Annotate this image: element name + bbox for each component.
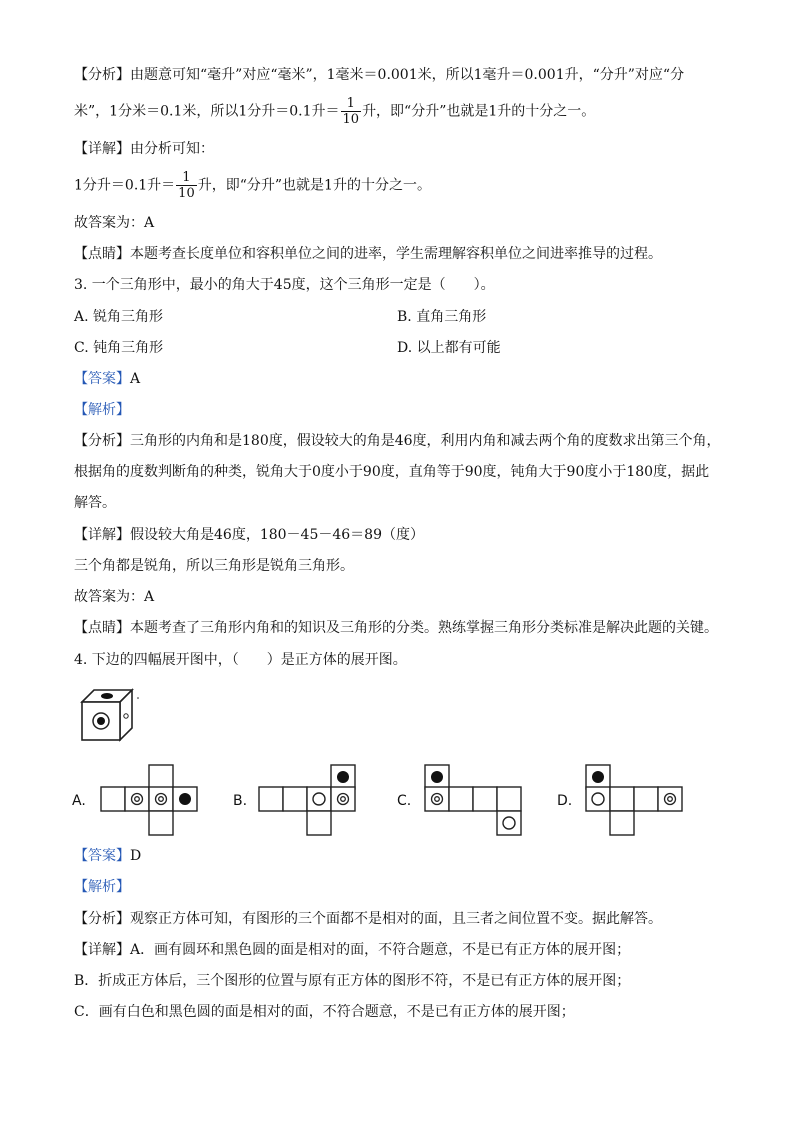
answer-tag: 【答案】 xyxy=(74,848,130,864)
q3-detail-line2: 三个角都是锐角，所以三角形是锐角三角形。 xyxy=(74,558,354,574)
detail-tag: 【详解】 xyxy=(74,942,130,958)
fraction-numerator: 1 xyxy=(176,170,197,186)
q4-detail-line-a xyxy=(74,941,630,959)
answer-tag: 【答案】 xyxy=(74,371,130,387)
prev-detail-line2 xyxy=(74,170,431,201)
q3-answer-line xyxy=(74,370,140,388)
text: A．画有圆环和黑色圆的面是相对的面，不符合题意，不是已有正方体的展开图； xyxy=(130,942,631,958)
fraction-denominator: 10 xyxy=(342,112,360,127)
q3-option-a: A. 锐角三角形 xyxy=(74,309,164,325)
text: 三角形的内角和是180度，假设较大的角是46度，利用内角和减去两个角的度数求出第三个角， xyxy=(130,433,721,449)
analysis-tag: 【分析】 xyxy=(74,433,130,449)
comment-tag: 【点睛】 xyxy=(74,246,130,262)
q4-label-d: D. xyxy=(557,793,573,809)
q4-answer-line xyxy=(74,847,141,865)
q3-option-b: B. 直角三角形 xyxy=(397,309,487,325)
detail-tag: 【详解】 xyxy=(74,527,130,543)
q3-analysis-line2: 根据角的度数判断角的种类，锐角大于0度小于90度，直角等于90度，钝角大于90度小于180度，据此 xyxy=(74,464,710,480)
q4-stem: 4. 下边的四幅展开图中，（ ）是正方体的展开图。 xyxy=(74,652,407,668)
text: 升，即“分升”也就是1升的十分之一。 xyxy=(197,177,431,194)
text: 本题考查长度单位和容积单位之间的进率，学生需理解容积单位之间进率推导的过程。 xyxy=(130,246,662,262)
q4-detail-line-c: C．画有白色和黑色圆的面是相对的面，不符合题意，不是已有正方体的展开图； xyxy=(74,1004,575,1020)
q3-analysis-line3: 解答。 xyxy=(74,495,116,511)
fraction-numerator: 1 xyxy=(341,96,362,112)
text: 由题意可知“毫升”对应“毫米”，1毫米＝0.001米，所以1毫升＝0.001升，“分升”对应“分 xyxy=(130,67,685,83)
text: 观察正方体可知，有图形的三个面都不是相对的面，且三者之间位置不变。据此解答。 xyxy=(130,911,662,927)
comment-tag: 【点睛】 xyxy=(74,620,130,636)
q4-label-a: A. xyxy=(72,793,86,809)
net-a xyxy=(100,764,200,836)
detail-tag: 【详解】 xyxy=(74,141,130,157)
text: 本题考查了三角形内角和的知识及三角形的分类。熟练掌握三角形分类标准是解决此题的关键。 xyxy=(130,620,718,636)
net-d xyxy=(585,764,685,836)
q3-comment-line xyxy=(74,619,718,637)
text: 假设较大角是46度，180－45－46＝89（度） xyxy=(130,527,424,543)
q3-final-answer: 故答案为：A xyxy=(74,589,155,605)
text: 米”，1分米＝0.1米，所以1分升＝0.1升＝ xyxy=(74,103,340,120)
q4-analysis-line xyxy=(74,910,662,928)
fraction xyxy=(341,96,362,127)
text: 1分升＝0.1升＝ xyxy=(74,177,176,194)
q4-detail-line-b: B．折成正方体后，三个图形的位置与原有正方体的图形不符，不是已有正方体的展开图； xyxy=(74,973,631,989)
q4-label-c: C. xyxy=(397,793,412,809)
analysis-tag: 【分析】 xyxy=(74,911,130,927)
q3-analysis-line1 xyxy=(74,432,721,450)
net-b xyxy=(258,764,358,836)
cube-figure xyxy=(80,688,144,744)
net-c xyxy=(424,764,524,836)
analysis-tag: 【分析】 xyxy=(74,67,130,83)
prev-analysis-line2 xyxy=(74,96,595,127)
answer-value: A xyxy=(130,371,141,387)
q4-label-b: B. xyxy=(233,793,248,809)
q3-option-c: C. 钝角三角形 xyxy=(74,340,164,356)
q3-solution-tag: 【解析】 xyxy=(74,402,130,418)
text: 由分析可知： xyxy=(130,141,214,157)
q3-detail-line1 xyxy=(74,526,424,544)
prev-analysis-line1 xyxy=(74,66,684,84)
q4-solution-tag: 【解析】 xyxy=(74,879,130,895)
prev-comment-line xyxy=(74,245,662,263)
q3-option-d: D. 以上都有可能 xyxy=(397,340,501,356)
text: 升，即“分升”也就是1升的十分之一。 xyxy=(362,103,596,120)
fraction-denominator: 10 xyxy=(178,186,195,201)
answer-value: D xyxy=(130,848,142,864)
fraction xyxy=(176,170,197,201)
prev-final-answer: 故答案为：A xyxy=(74,215,155,231)
q3-stem: 3. 一个三角形中，最小的角大于45度，这个三角形一定是（ ）。 xyxy=(74,277,495,293)
prev-detail-line xyxy=(74,140,214,158)
